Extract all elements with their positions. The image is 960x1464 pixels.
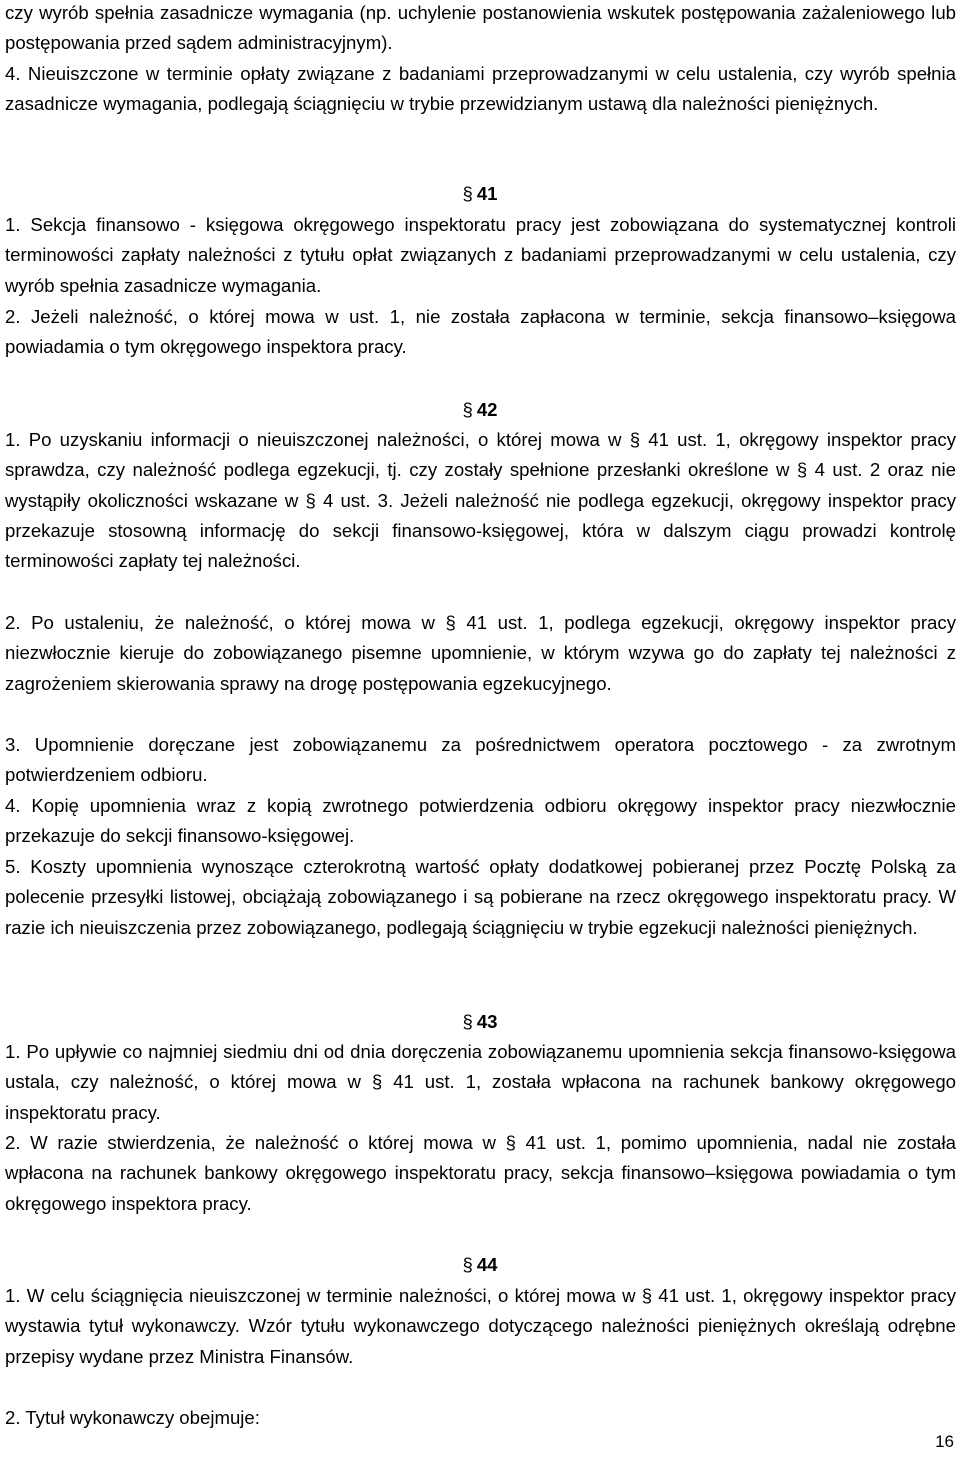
page-number: 16	[935, 1432, 954, 1451]
paragraph-43-1: 1. Po upływie co najmniej siedmiu dni od dnia doręczenia zobowiązanemu upomnienia sekcja finansowo-księgowa ustala, czy należność, o której mowa w § 41 ust. 1, została wpłacona na rachunek bankowy okręgowego inspektoratu pracy.	[5, 1041, 956, 1123]
section-heading-43	[0, 1007, 960, 1037]
paragraph-44-2: 2. Tytuł wykonawczy obejmuje:	[5, 1407, 260, 1428]
section-heading-41	[0, 179, 960, 209]
section-number: 42	[476, 399, 498, 420]
paragraph-continuation: czy wyrób spełnia zasadnicze wymagania (np. uchylenie postanowienia wskutek postępowania zażaleniowego lub postępowania przed sądem administracyjnym).	[5, 2, 956, 54]
section-number: 43	[476, 1011, 498, 1032]
paragraph-41-1: 1. Sekcja finansowo - księgowa okręgowego inspektoratu pracy jest zobowiązana do systematycznej kontroli terminowości zapłaty należności z tytułu opłat związanych z badaniami przeprowadzanymi w celu ustalenia, czy wyrób spełnia zasadnicze wymagania.	[5, 214, 956, 296]
section-heading-44	[0, 1250, 960, 1280]
paragraph-42-1: 1. Po uzyskaniu informacji o nieuiszczonej należności, o której mowa w § 41 ust. 1, okręgowy inspektor pracy sprawdza, czy należność podlega egzekucji, tj. czy zostały spełnione przesłanki określone w § 4 ust. 2 oraz nie wystąpiły okoliczności wskazane w § 4 ust. 3. Jeżeli należność nie podlega egzekucji, okręgowy inspektor pracy przekazuje stosowną informację do sekcji finansowo-księgowej, która w dalszym ciągu prowadzi kontrolę terminowości zapłaty tej należności.	[5, 429, 956, 572]
paragraph-44-1: 1. W celu ściągnięcia nieuiszczonej w terminie należności, o której mowa w § 41 ust. 1, okręgowy inspektor pracy wystawia tytuł wykonawczy. Wzór tytułu wykonawczego dotyczącego należności pieniężnych określają odrębne przepisy wydane przez Ministra Finansów.	[5, 1285, 956, 1367]
section-sign: §	[462, 399, 473, 420]
section-number: 41	[476, 183, 498, 204]
paragraph-40-4: 4. Nieuiszczone w terminie opłaty związane z badaniami przeprowadzanymi w celu ustalenia, czy wyrób spełnia zasadnicze wymagania, podlegają ściągnięciu w trybie przewidzianym ustawą dla należności pieniężnych.	[5, 63, 956, 115]
section-sign: §	[462, 1011, 473, 1032]
section-heading-42	[0, 395, 960, 425]
paragraph-42-5: 5. Koszty upomnienia wynoszące czterokrotną wartość opłaty dodatkowej pobieranej przez Pocztę Polską za polecenie przesyłki listowej, obciążają zobowiązanego i są pobierane na rzecz okręgowego inspektoratu pracy. W razie ich nieuiszczenia przez zobowiązanego, podlegają ściągnięciu w trybie egzekucji należności pieniężnych.	[5, 856, 956, 938]
paragraph-43-2: 2. W razie stwierdzenia, że należność o której mowa w § 41 ust. 1, pomimo upomnienia, nadal nie została wpłacona na rachunek bankowy okręgowego inspektoratu pracy, sekcja finansowo–księgowa powiadamia o tym okręgowego inspektora pracy.	[5, 1132, 956, 1214]
section-number: 44	[476, 1254, 498, 1275]
paragraph-42-3: 3. Upomnienie doręczane jest zobowiązanemu za pośrednictwem operatora pocztowego - za zwrotnym potwierdzeniem odbioru.	[5, 734, 956, 786]
paragraph-42-2: 2. Po ustaleniu, że należność, o której mowa w § 41 ust. 1, podlega egzekucji, okręgowy inspektor pracy niezwłocznie kieruje do zobowiązanego pisemne upomnienie, w którym wzywa go do zapłaty tej należności z zagrożeniem skierowania sprawy na drogę postępowania egzekucyjnego.	[5, 612, 956, 694]
paragraph-42-4: 4. Kopię upomnienia wraz z kopią zwrotnego potwierdzenia odbioru okręgowy inspektor pracy niezwłocznie przekazuje do sekcji finansowo-księgowej.	[5, 795, 956, 847]
section-sign: §	[462, 183, 473, 204]
paragraph-41-2: 2. Jeżeli należność, o której mowa w ust. 1, nie została zapłacona w terminie, sekcja finansowo–księgowa powiadamia o tym okręgowego inspektora pracy.	[5, 306, 956, 358]
section-sign: §	[462, 1254, 473, 1275]
